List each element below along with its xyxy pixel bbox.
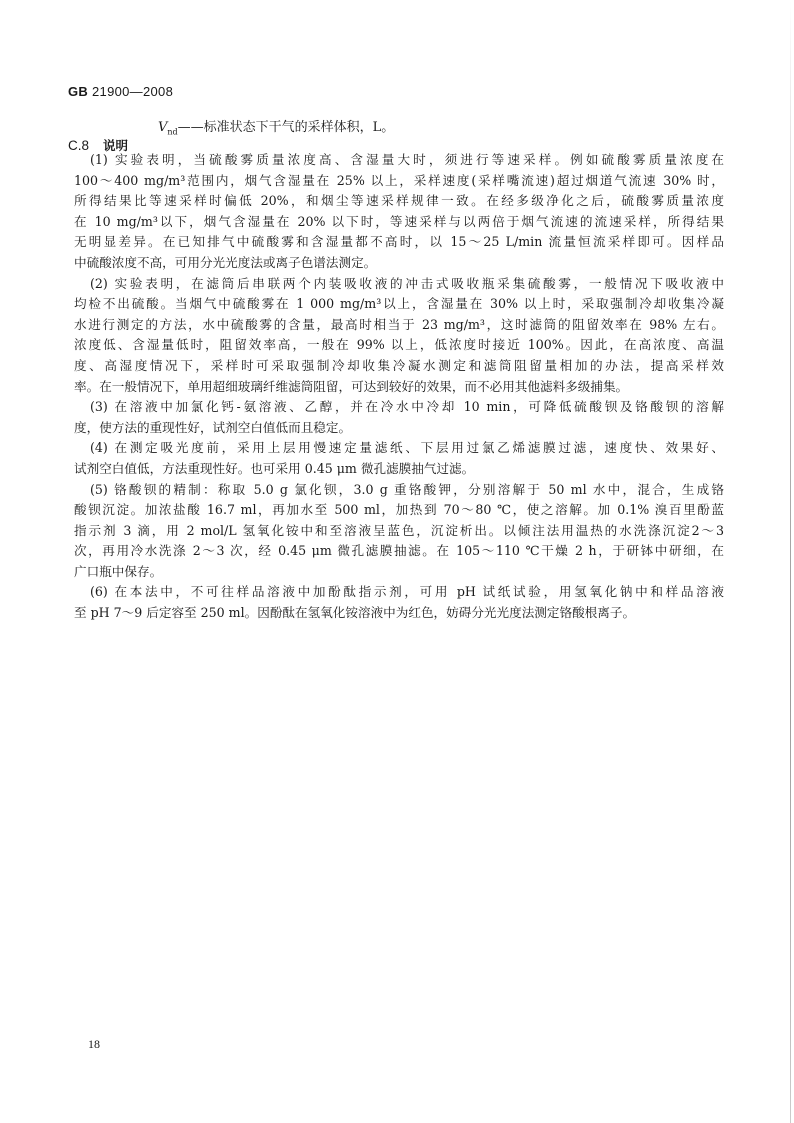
section-title: 说明 <box>103 138 129 153</box>
variable-description: ——标准状态下干气的采样体积，L。 <box>177 120 395 135</box>
paragraph-line: 指示剂 3 滴，用 2 mol/L 氢氧化铵中和至溶液呈蓝色，沉淀析出。以倾注法用温热的水洗涤沉淀2～3 <box>74 522 724 538</box>
paragraph-line: 率。在一般情况下，单用超细玻璃纤维滤筒阻留，可达到较好的效果，而不必用其他滤料多级捕集。 <box>74 378 629 394</box>
paragraph-line: 酸钡沉淀。加浓盐酸 16.7 ml，再加水至 500 ml，加热到 70～80 ℃，使之溶解。加 0.1% 溴百里酚蓝 <box>74 502 724 518</box>
paragraph <box>74 274 724 398</box>
standard-number: 21900—2008 <box>92 84 174 99</box>
document-body <box>74 150 724 624</box>
paragraph-line: 广口瓶中保存。 <box>74 563 163 579</box>
paragraph <box>74 438 724 479</box>
paragraph-line: 水进行测定的方法，水中硫酸雾的含量，最高时相当于 23 mg/m³，这时滤筒的阻留效率在 98% 左右。 <box>74 316 724 332</box>
standard-header <box>68 84 173 99</box>
paragraph-line: 次，再用冷水洗涤 2～3 次，经 0.45 μm 微孔滤膜抽滤。在 105～110 ℃干燥 2 h，于研钵中研细，在 <box>74 543 724 559</box>
section-number: C.8 <box>68 138 90 153</box>
paragraph-line: 至 pH 7～9 后定容至 250 ml。因酚酞在氢氧化铵溶液中为红色，妨碍分光光度法测定铬酸根离子。 <box>74 605 636 621</box>
page-number: 18 <box>88 1037 100 1051</box>
paragraph-line: (2) 实验表明，在滤筒后串联两个内装吸收液的冲击式吸收瓶采集硫酸雾，一般情况下吸收液中 <box>90 275 724 291</box>
paragraph-line: (4) 在测定吸光度前，采用上层用慢速定量滤纸、下层用过氯乙烯滤膜过滤，速度快、效果好、 <box>90 440 724 456</box>
paragraph-line: 在 10 mg/m³以下，烟气含湿量在 20% 以下时，等速采样与以两倍于烟气流速的流速采样，所得结果 <box>74 213 724 229</box>
variable-symbol: V <box>158 120 168 135</box>
paragraph <box>74 582 724 623</box>
paragraph-line: 均检不出硫酸。当烟气中硫酸雾在 1 000 mg/m³以上，含湿量在 30% 以上时，采取强制冷却收集冷凝 <box>74 296 724 312</box>
paragraph-line: 试剂空白值低，方法重现性好。也可采用 0.45 μm 微孔滤膜抽气过滤。 <box>74 460 475 476</box>
paragraph-line: 度、高湿度情况下，采样时可采取强制冷却收集冷凝水测定和滤筒阻留量相加的办法，提高采样效 <box>74 357 724 373</box>
paragraph <box>74 397 724 438</box>
paragraph-line: 浓度低、含湿量低时，阻留效率高，一般在 99% 以上，低浓度时接近 100%。因此，在高浓度、高温 <box>74 337 724 353</box>
paragraph <box>74 480 724 583</box>
paragraph-line: 中硫酸浓度不高，可用分光光度法或离子色谱法测定。 <box>74 254 377 270</box>
standard-code: GB <box>68 84 89 99</box>
variable-subscript: nd <box>167 127 178 137</box>
variable-definition <box>158 116 394 137</box>
paragraph-line: 100～400 mg/m³范围内，烟气含湿量在 25% 以上，采样速度(采样嘴流速)超过烟道气流速 30% 时， <box>74 172 724 188</box>
scan-edge <box>790 0 791 1123</box>
paragraph-line: (3) 在溶液中加氯化钙-氨溶液、乙醇，并在冷水中冷却 10 min，可降低硫酸钡及铬酸钡的溶解 <box>90 399 724 415</box>
paragraph-line: 所得结果比等速采样时偏低 20%，和烟尘等速采样规律一致。在经多级净化之后，硫酸雾质量浓度 <box>74 193 724 209</box>
paragraph-line: (6) 在本法中，不可往样品溶液中加酚酞指示剂，可用 pH 试纸试验，用氢氧化钠中和样品溶液 <box>90 584 724 600</box>
paragraph-line: (1) 实验表明，当硫酸雾质量浓度高、含湿量大时，须进行等速采样。例如硫酸雾质量浓度在 <box>90 152 724 167</box>
paragraph-line: 无明显差异。在已知排气中硫酸雾和含湿量都不高时，以 15～25 L/min 流量恒流采样即可。因样品 <box>74 234 724 250</box>
paragraph-line: (5) 铬酸钡的精制：称取 5.0 g 氯化钡，3.0 g 重铬酸钾，分别溶解于 50 ml 水中，混合，生成铬 <box>90 481 724 497</box>
paragraph-line: 度，使方法的重现性好，试剂空白值低而且稳定。 <box>74 419 352 435</box>
paragraph <box>74 150 724 274</box>
